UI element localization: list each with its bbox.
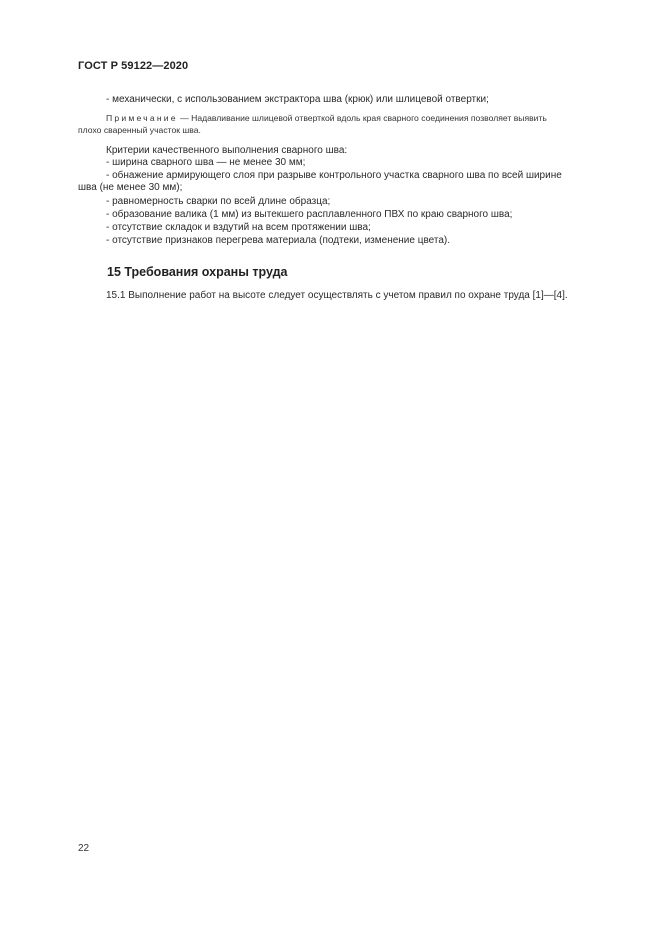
list-item: - отсутствие складок и вздутий на всем протяжении шва; [106, 222, 371, 233]
list-item: - равномерность сварки по всей длине образца; [106, 196, 331, 207]
note-label: Примечание [106, 113, 178, 123]
list-item: - ширина сварного шва — не менее 30 мм; [106, 157, 306, 168]
note-line-2: плохо сваренный участок шва. [78, 125, 201, 135]
page-number: 22 [78, 843, 90, 854]
section-paragraph: 15.1 Выполнение работ на высоте следует осуществлять с учетом правил по охране труда [1]—[4]. [106, 290, 568, 301]
section-title: 15 Требования охраны труда [107, 265, 288, 279]
list-item-method: - механически, с использованием экстрактора шва (крюк) или шлицевой отвертки; [106, 94, 489, 105]
list-item: - обнажение армирующего слоя при разрыве контрольного участка сварного шва по всей ширине [106, 170, 562, 181]
list-item-continuation: шва (не менее 30 мм); [78, 182, 183, 193]
criteria-intro: Критерии качественного выполнения сварного шва: [106, 145, 348, 156]
document-header-id: ГОСТ Р 59122—2020 [78, 60, 189, 72]
note-text-1: — Надавливание шлицевой отверткой вдоль края сварного соединения позволяет выявить [177, 113, 547, 123]
note-line-1 [106, 112, 547, 124]
list-item: - образование валика (1 мм) из вытекшего расплавленного ПВХ по краю сварного шва; [106, 209, 513, 220]
list-item: - отсутствие признаков перегрева материала (подтеки, изменение цвета). [106, 235, 451, 246]
